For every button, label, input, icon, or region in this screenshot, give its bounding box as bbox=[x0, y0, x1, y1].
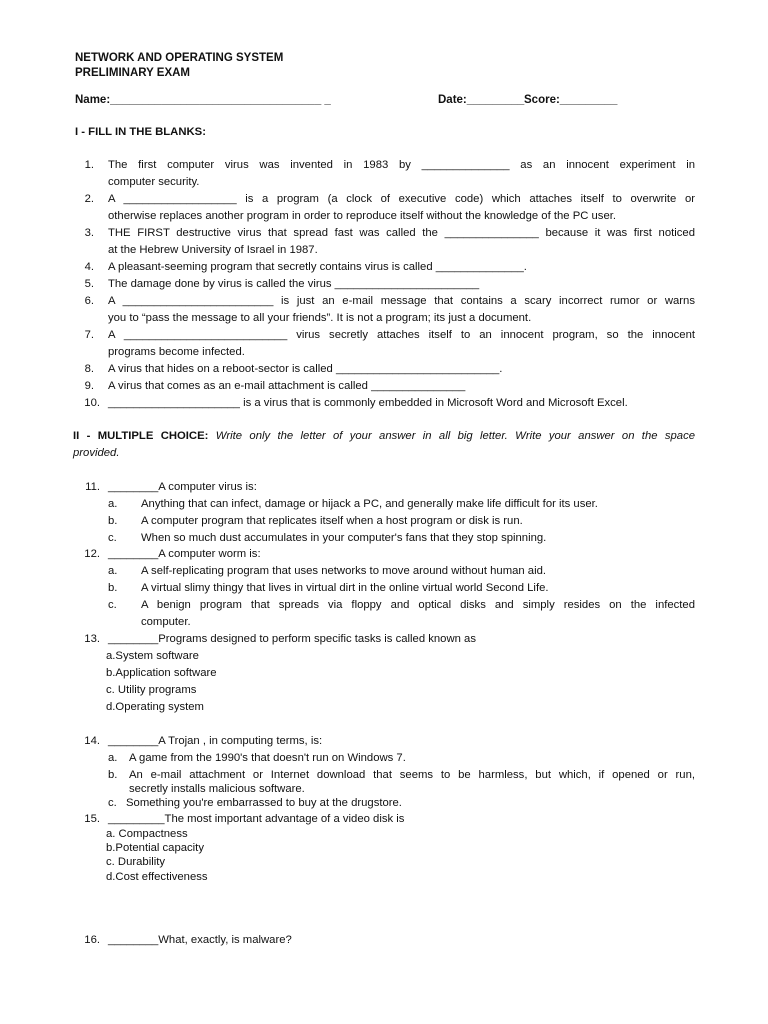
question-15-stem: _________The most important advantage of a video disk is bbox=[108, 813, 405, 825]
item-number: 1. bbox=[84, 159, 94, 171]
choice-text: A benign program that spreads via floppy and optical disks and simply resides on the infected bbox=[141, 599, 695, 611]
question-number: 15. bbox=[84, 813, 100, 825]
item-2-line-2: otherwise replaces another program in order to reproduce itself without the knowledge of the PC user. bbox=[108, 210, 617, 222]
section-instructions-cont: provided. bbox=[73, 446, 120, 459]
item-2-line-1: A __________________ is a program (a clock of executive code) which attaches itself to overwrite or bbox=[108, 193, 695, 205]
item-5-line-1: The damage done by virus is called the virus _______________________ bbox=[108, 278, 480, 290]
question-14-stem: ________A Trojan , in computing terms, is: bbox=[108, 735, 323, 747]
choice-letter: b. bbox=[108, 769, 118, 781]
choice-letter: a. bbox=[108, 498, 118, 510]
question-16-stem: ________What, exactly, is malware? bbox=[108, 934, 292, 946]
date-field[interactable]: Date:_________ bbox=[438, 94, 525, 106]
item-number: 10. bbox=[84, 397, 100, 409]
choice-option: b.Application software bbox=[106, 667, 217, 679]
section-multiple-choice-header bbox=[73, 428, 695, 462]
item-1-line-1: The first computer virus was invented in 1983 by ______________ as an innocent experiment in bbox=[108, 159, 695, 171]
question-11-stem: ________A computer virus is: bbox=[108, 481, 257, 493]
choice-text: A virtual slimy thingy that lives in virtual dirt in the online virtual world Second Life. bbox=[141, 582, 549, 594]
exam-title: PRELIMINARY EXAM bbox=[75, 67, 191, 79]
item-8-line-1: A virus that hides on a reboot-sector is called __________________________. bbox=[108, 363, 503, 375]
choice-text: Anything that can infect, damage or hijack a PC, and generally make life difficult for its user. bbox=[141, 498, 598, 510]
section-title-fill-blanks: I - FILL IN THE BLANKS: bbox=[75, 126, 206, 138]
choice-letter: c. bbox=[108, 599, 117, 611]
item-number: 5. bbox=[84, 278, 94, 290]
item-number: 6. bbox=[84, 295, 94, 307]
choice-text-cont: secretly installs malicious software. bbox=[129, 783, 305, 795]
name-field[interactable]: Name:_________________________________ _ bbox=[75, 94, 331, 106]
item-3-line-1: THE FIRST destructive virus that spread fast was called the _______________ because it was first noticed bbox=[108, 227, 695, 239]
choice-text: A computer program that replicates itself when a host program or disk is run. bbox=[141, 515, 523, 527]
choice-letter: b. bbox=[108, 582, 118, 594]
choice-letter: b. bbox=[108, 515, 118, 527]
choice-text: When so much dust accumulates in your computer's fans that they stop spinning. bbox=[141, 532, 547, 544]
choice-option: c. Utility programs bbox=[106, 684, 197, 696]
question-number: 12. bbox=[84, 548, 100, 560]
choice-option: b.Potential capacity bbox=[106, 842, 204, 854]
choice-text: Something you're embarrassed to buy at the drugstore. bbox=[126, 797, 402, 809]
choice-letter: c. bbox=[108, 797, 117, 809]
item-number: 9. bbox=[84, 380, 94, 392]
question-13-stem: ________Programs designed to perform specific tasks is called known as bbox=[108, 633, 476, 645]
item-number: 2. bbox=[84, 193, 94, 205]
question-number: 11. bbox=[85, 481, 100, 493]
item-6-line-2: you to “pass the message to all your friends”. It is not a program; its just a document. bbox=[108, 312, 532, 324]
item-7-line-2: programs become infected. bbox=[108, 346, 245, 358]
choice-letter: a. bbox=[108, 565, 118, 577]
question-number: 14. bbox=[84, 735, 100, 747]
question-number: 13. bbox=[84, 633, 100, 645]
item-number: 8. bbox=[84, 363, 94, 375]
item-number: 7. bbox=[84, 329, 94, 341]
item-number: 3. bbox=[84, 227, 94, 239]
choice-text: A game from the 1990's that doesn't run on Windows 7. bbox=[129, 752, 406, 764]
question-12-stem: ________A computer worm is: bbox=[108, 548, 261, 560]
choice-option: a. Compactness bbox=[106, 828, 188, 840]
item-1-line-2: computer security. bbox=[108, 176, 200, 188]
item-7-line-1: A __________________________ virus secretly attaches itself to an innocent program, so the innocent bbox=[108, 329, 695, 341]
course-title: NETWORK AND OPERATING SYSTEM bbox=[75, 52, 284, 64]
choice-text: A self-replicating program that uses networks to move around without human aid. bbox=[141, 565, 547, 577]
item-4-line-1: A pleasant-seeming program that secretly contains virus is called ______________. bbox=[108, 261, 527, 273]
item-6-line-1: A ________________________ is just an e-mail message that contains a scary incorrect rumor or warns bbox=[108, 295, 695, 307]
item-10-line-1: _____________________ is a virus that is commonly embedded in Microsoft Word and Microsoft Excel. bbox=[108, 397, 628, 409]
item-3-line-2: at the Hebrew University of Israel in 1987. bbox=[108, 244, 318, 256]
question-number: 16. bbox=[84, 934, 100, 946]
choice-option: d.Operating system bbox=[106, 701, 204, 713]
choice-option: a.System software bbox=[106, 650, 199, 662]
section-instructions: Write only the letter of your answer in all big letter. Write your answer on the space bbox=[215, 430, 695, 442]
choice-text-cont: computer. bbox=[141, 616, 191, 628]
choice-option: c. Durability bbox=[106, 856, 166, 868]
choice-letter: a. bbox=[108, 752, 118, 764]
choice-option: d.Cost effectiveness bbox=[106, 871, 208, 883]
choice-text: An e-mail attachment or Internet download that seems to be harmless, but which, if opened or run, bbox=[129, 769, 695, 781]
section-title-multiple-choice: II - MULTIPLE CHOICE: bbox=[73, 430, 209, 442]
choice-letter: c. bbox=[108, 532, 117, 544]
item-number: 4. bbox=[84, 261, 94, 273]
score-field[interactable]: Score:_________ bbox=[524, 94, 618, 106]
item-9-line-1: A virus that comes as an e-mail attachment is called _______________ bbox=[108, 380, 466, 392]
